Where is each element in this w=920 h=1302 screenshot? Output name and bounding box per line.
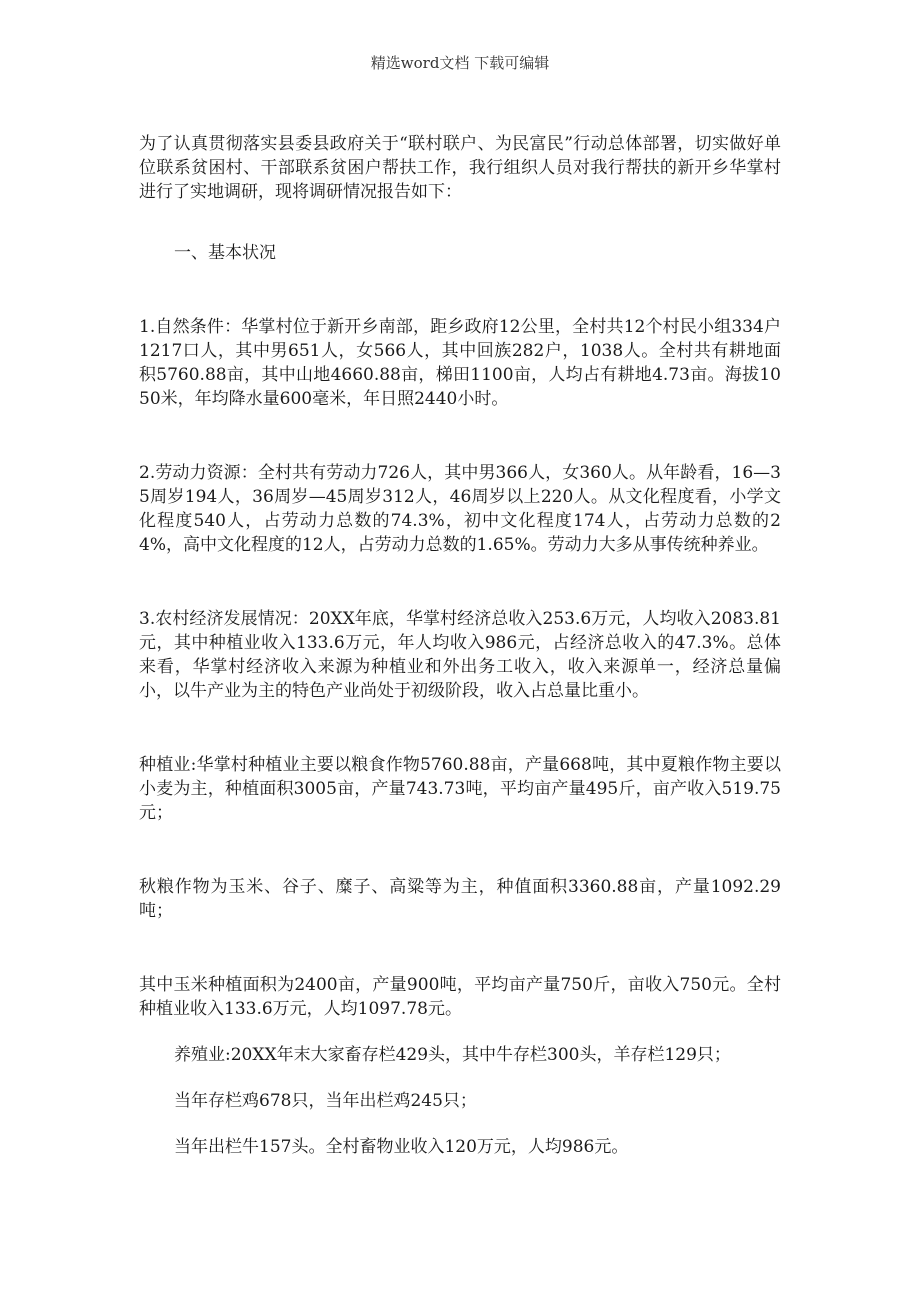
labor-resources-paragraph: 2.劳动力资源：全村共有劳动力726人，其中男366人，女360人。从年龄看，16—35周岁194人，36周岁—45周岁312人，46周岁以上220人。从文化程度看，小学文化程度540人，占劳动力总数的74.3%，初中文化程度174人，占劳动力总数的24%，高中文化程度的12人，占劳动力总数的1.65%。劳动力大多从事传统种养业。 [139,463,781,555]
planting-paragraph: 种植业:华掌村种植业主要以粮食作物5760.88亩，产量668吨，其中夏粮作物主要以小麦为主，种植面积3005亩，产量743.73吨，平均亩产量495斤，亩产收入519.75元； [139,755,781,823]
autumn-crops-paragraph: 秋粮作物为玉米、谷子、糜子、高粱等为主，种值面积3360.88亩，产量1092.29吨； [139,877,781,921]
document-body [139,132,781,1159]
intro-paragraph: 为了认真贯彻落实县委县政府关于“联村联户、为民富民”行动总体部署，切实做好单位联系贫困村、干部联系贫困户帮扶工作，我行组织人员对我行帮扶的新开乡华掌村进行了实地调研，现将调研情况报告如下： [139,134,781,202]
livestock-income-paragraph: 当年出栏牛157头。全村畜物业收入120万元，人均986元。 [174,1137,629,1157]
economic-development-paragraph: 3.农村经济发展情况：20XX年底，华掌村经济总收入253.6万元，人均收入2083.81元，其中种植业收入133.6万元，年人均收入986元，占经济总收入的47.3%。总体来看，华掌村经济收入来源为种植业和外出务工收入，收入来源单一，经济总量偏小，以牛产业为主的特色产业尚处于初级阶段，收入占总量比重小。 [139,609,781,701]
livestock-paragraph: 养殖业:20XX年末大家畜存栏429头，其中牛存栏300头，羊存栏129只； [174,1045,731,1065]
poultry-paragraph: 当年存栏鸡678只，当年出栏鸡245只； [174,1091,477,1111]
page-header: 精选word文档 下载可编辑 [370,54,550,72]
natural-conditions-paragraph: 1.自然条件：华掌村位于新开乡南部，距乡政府12公里，全村共12个村民小组334户1217口人，其中男651人，女566人，其中回族282户，1038人。全村共有耕地面积5760.88亩，其中山地4660.88亩，梯田1100亩，人均占有耕地4.73亩。海拔1050米，年均降水量600毫米，年日照2440小时。 [139,317,781,409]
section-heading: 一、基本状况 [174,243,276,263]
corn-paragraph: 其中玉米种植面积为2400亩，产量900吨，平均亩产量750斤，亩收入750元。全村种植业收入133.6万元，人均1097.78元。 [139,975,781,1019]
